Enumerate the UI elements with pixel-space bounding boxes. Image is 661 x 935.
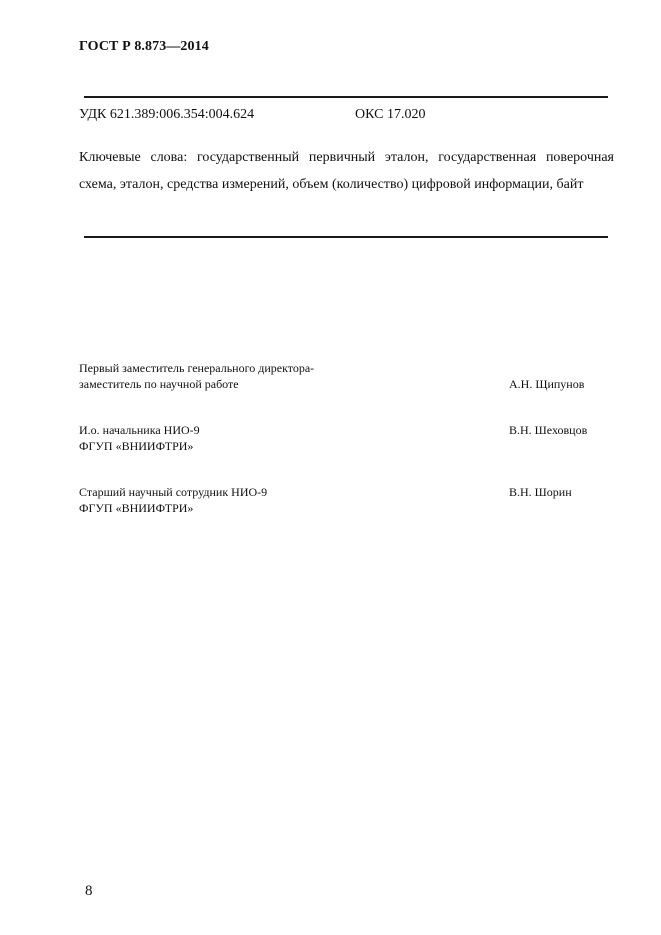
signature-block (79, 422, 609, 454)
signatory-name: В.Н. Шеховцов (509, 423, 588, 437)
page-number: 8 (85, 883, 93, 899)
bottom-divider (84, 236, 608, 238)
classification-codes (79, 107, 614, 125)
udk-code: УДК 621.389:006.354:004.624 (79, 107, 255, 122)
position-line: Первый заместитель генерального директора- (79, 361, 315, 375)
signature-block (79, 360, 609, 392)
top-divider (84, 96, 608, 98)
signature-block (79, 484, 609, 516)
position-line: Старший научный сотрудник НИО-9 (79, 485, 268, 499)
position-line: ФГУП «ВНИИФТРИ» (79, 439, 194, 453)
document-code: ГОСТ Р 8.873—2014 (79, 39, 209, 54)
position-line: И.о. начальника НИО-9 (79, 423, 200, 437)
position-line: ФГУП «ВНИИФТРИ» (79, 501, 194, 515)
signatory-position (79, 360, 379, 392)
signatory-name: В.Н. Шорин (509, 485, 572, 499)
signatory-position (79, 422, 379, 454)
position-line: заместитель по научной работе (79, 377, 239, 391)
signatory-name: А.Н. Щипунов (509, 377, 585, 391)
signatory-position (79, 484, 379, 516)
oks-code: ОКС 17.020 (355, 107, 426, 122)
keywords-paragraph: Ключевые слова: государственный первичный эталон, государственная поверочная схема, эталон, средства измерений, объем (количество) цифровой информации, байт (79, 150, 614, 192)
